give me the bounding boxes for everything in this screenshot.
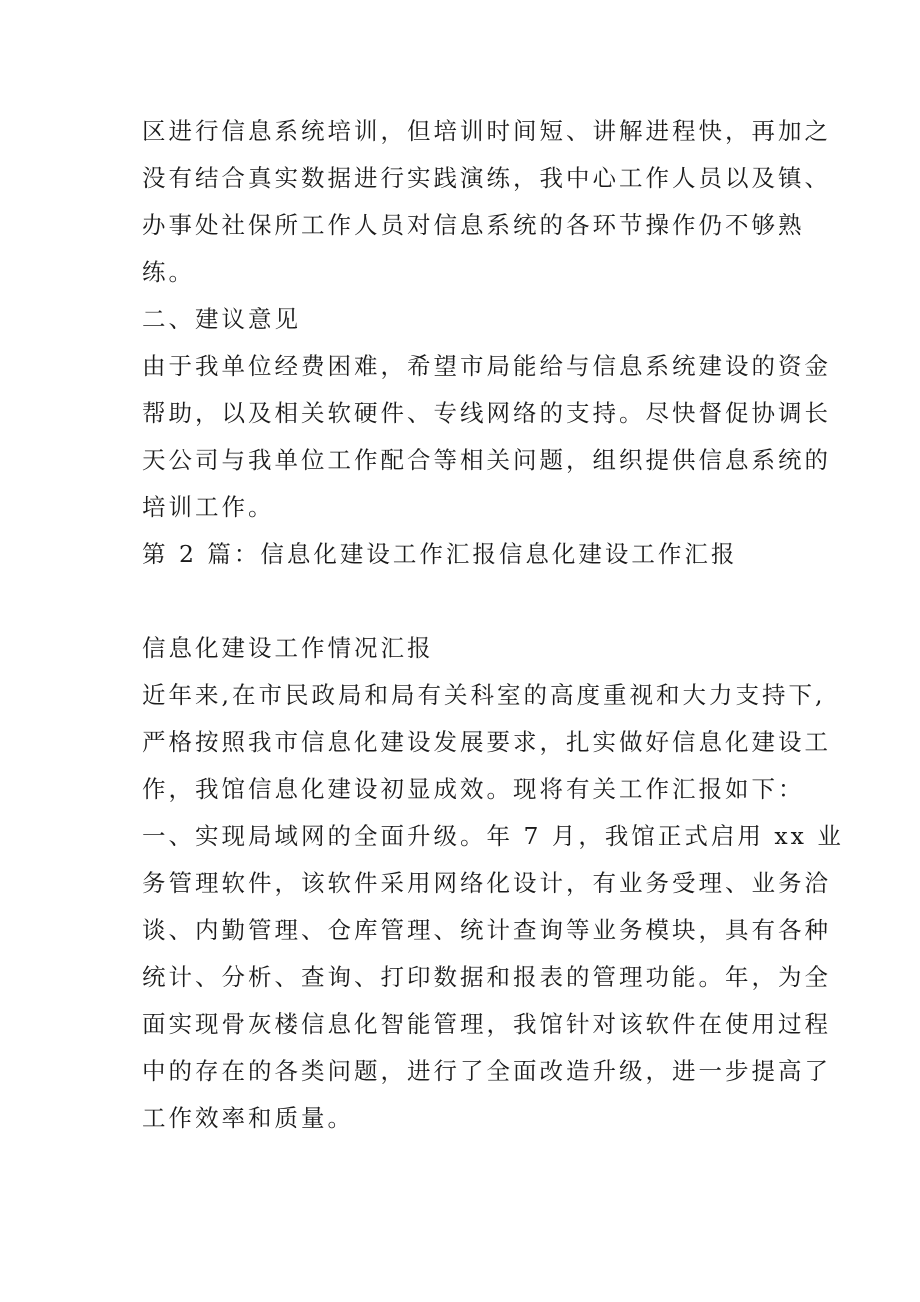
report-title: 信息化建设工作情况汇报 [142,634,434,662]
text-line: 作，我馆信息化建设初显成效。现将有关工作汇报如下： [142,775,805,803]
paragraph-training [142,108,831,296]
paragraph-suggestions [142,343,831,531]
text-line: 由于我单位经费困难，希望市局能给与信息系统建设的资金 [142,352,831,380]
paragraph-lan-upgrade [142,813,844,1142]
text-line: 区进行信息系统培训，但培训时间短、讲解进程快，再加之 [142,117,831,145]
text-line: 中的存在的各类问题，进行了全面改造升级，进一步提高了 [142,1057,831,1085]
text-line: 办事处社保所工作人员对信息系统的各环节操作仍不够熟 [142,211,805,239]
paragraph-intro [142,672,831,813]
text-line: 练。 [142,258,195,286]
text-line: 严格按照我市信息化建设发展要求，扎实做好信息化建设工 [142,728,831,756]
text-line: 没有结合真实数据进行实践演练，我中心工作人员以及镇、 [142,164,831,192]
document-body [142,108,844,1142]
text-line: 统计、分析、查询、打印数据和报表的管理功能。年，为全 [142,963,831,991]
text-line: 工作效率和质量。 [142,1104,354,1132]
text-line: 面实现骨灰楼信息化智能管理，我馆针对该软件在使用过程 [142,1010,831,1038]
text-line: 天公司与我单位工作配合等相关问题，组织提供信息系统的 [142,446,831,474]
text-line: 一、实现局域网的全面升级。年 7 月，我馆正式启用 xx 业 [142,822,844,850]
text-line: 近年来,在市民政局和局有关科室的高度重视和大力支持下, [142,681,826,709]
text-line: 培训工作。 [142,493,275,521]
blank-line [142,578,792,625]
text-line: 帮助，以及相关软硬件、专线网络的支持。尽快督促协调长 [142,399,831,427]
section-heading-suggestions: 二、建议意见 [142,305,301,333]
text-line: 谈、内勤管理、仓库管理、统计查询等业务模块，具有各种 [142,916,831,944]
chapter-title: 第 2 篇：信息化建设工作汇报信息化建设工作汇报 [142,540,738,568]
text-line: 务管理软件，该软件采用网络化设计，有业务受理、业务洽 [142,869,831,897]
